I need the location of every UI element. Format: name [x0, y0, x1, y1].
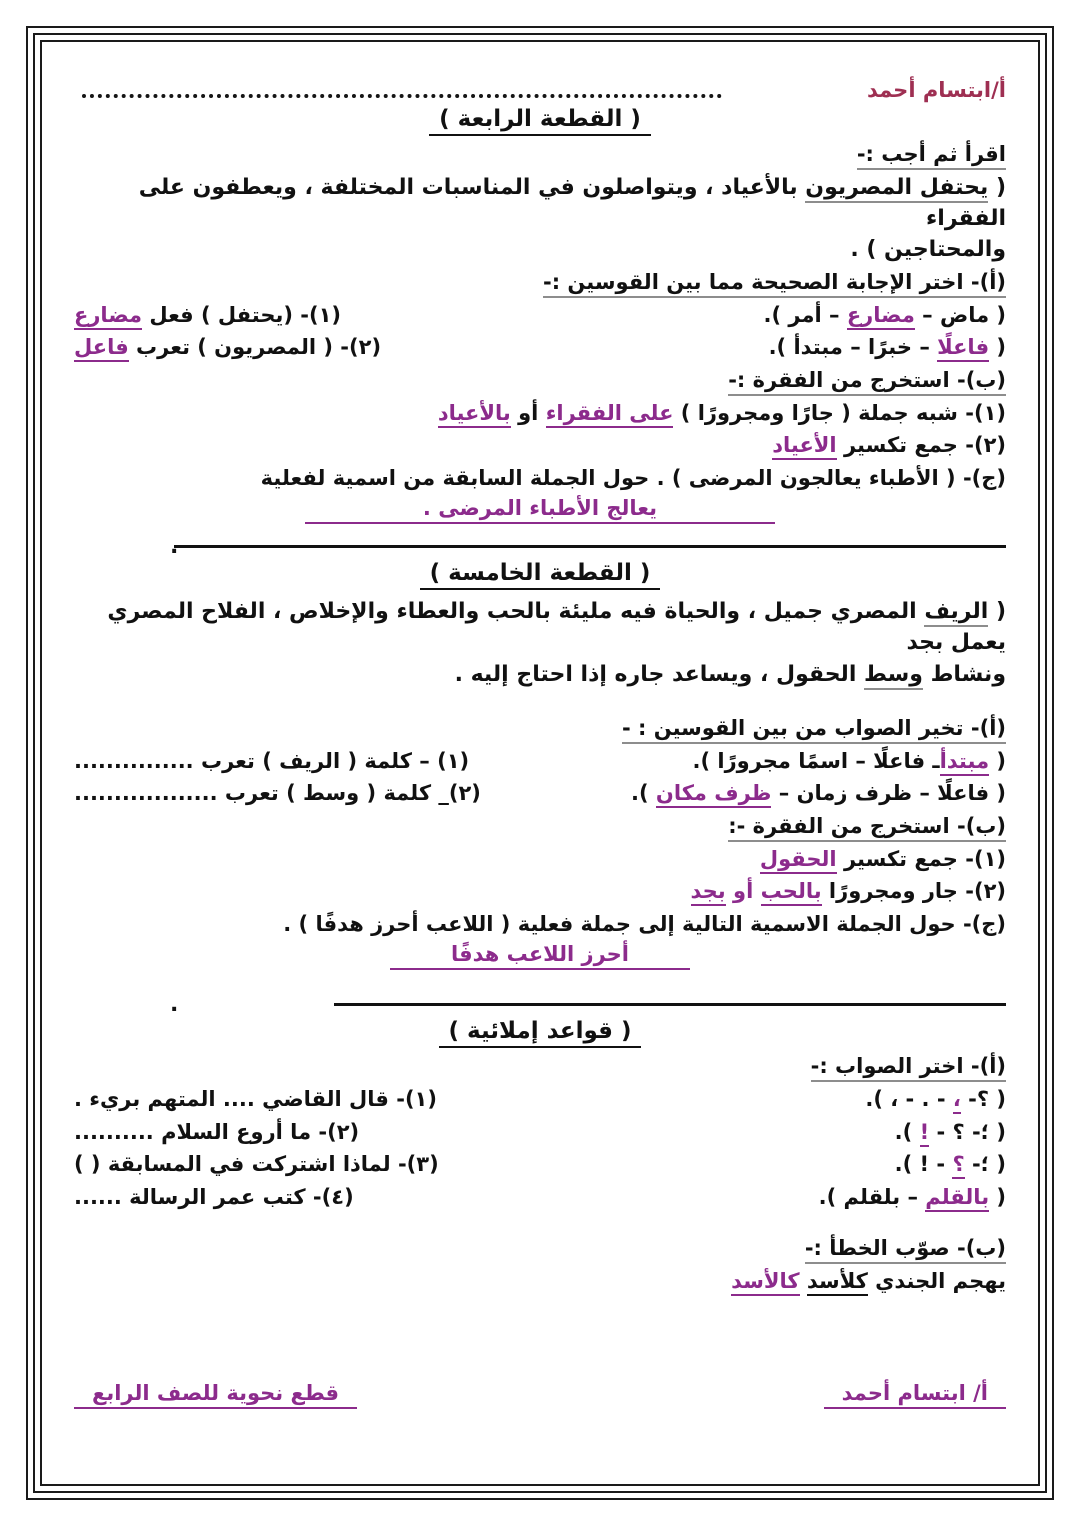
spelling-section-b-head: [74, 1236, 1006, 1264]
divider-after-passage5: [74, 992, 1006, 1018]
passage5-a1-question: (١) – كلمة ( الريف ) تعرب ...............: [74, 748, 470, 773]
passage5-a2-choices-after: ).: [631, 781, 656, 806]
spelling-a-item-3: [74, 1149, 1006, 1181]
worksheet-content: [52, 52, 1028, 1474]
passage5-b2-answer-2: بجد: [691, 879, 726, 906]
divider-dot: .: [170, 534, 179, 560]
spelling-a2-choices: [895, 1117, 1006, 1149]
spelling-a4-choices: [819, 1182, 1006, 1214]
spelling-a3-choices-answer: ؟: [952, 1152, 964, 1179]
spelling-a-item-4: [74, 1182, 1006, 1214]
spelling-a3-choices-before: ( ؛-: [964, 1152, 1006, 1177]
passage5-a-item-2: [74, 778, 1006, 810]
spelling-a2-question: (٢)- ما أروع السلام ..........: [74, 1119, 360, 1144]
passage4-b2-prefix: (٢)- جمع تكسير: [836, 433, 1006, 458]
passage5-a1-choices-answer: مبتدأ: [940, 749, 989, 776]
passage5-text-rest-1: المصري جميل ، والحياة فيه مليئة بالحب والعطاء والإخلاص ، الفلاح المصري يعمل بجد: [107, 599, 1006, 656]
passage5-text-line2: [74, 659, 1006, 690]
passage5-a1-choices: [693, 746, 1007, 778]
passage5-a-item-1: [74, 746, 1006, 778]
spacer-before-section-b: [74, 1214, 1006, 1232]
passage4-section-b-text: (ب)- استخرج من الفقرة :-: [728, 368, 1006, 396]
passage5-title-text: ( القطعة الخامسة ): [420, 560, 661, 590]
passage4-title-text: ( القطعة الرابعة ): [429, 106, 651, 136]
passage5-b2-answer-1: بالحب: [761, 879, 822, 906]
passage5-text-underlined-1: الريف: [924, 599, 988, 627]
spelling-b-sentence: [74, 1266, 1006, 1298]
passage5-section-c: (ج)- حول الجملة الاسمية التالية إلى جملة فعلية ( اللاعب أحرز هدفًا ) .: [283, 911, 1006, 936]
passage4-b1-prefix: (١)- شبه جملة ( جارًا ومجرورًا ): [673, 400, 1006, 425]
passage4-b1-answer-2: بالأعياد: [438, 401, 511, 428]
passage4-a1-q-before: (١)- (يحتفل ) فعل: [142, 302, 342, 327]
passage4-a1-choices-before: ( ماض –: [914, 302, 1006, 327]
passage4-c-answer: يعالج الأطباء المرضى .: [305, 496, 775, 524]
passage4-a2-choices-after: – خبرًا – مبتدأ ).: [768, 335, 938, 360]
spelling-a-item-1: [74, 1084, 1006, 1116]
passage4-a2-q-answer: فاعل: [74, 335, 129, 362]
passage4-a1-choices-answer: مضارع: [847, 303, 915, 330]
passage4-c-answer-row: [74, 496, 1006, 524]
spelling-a2-choices-after: ).: [894, 1119, 920, 1144]
passage5-b-item-2: [74, 876, 1006, 908]
passage4-a1-question: [74, 300, 341, 332]
passage5-section-b-head: [74, 814, 1006, 842]
header-dotted-rule: [82, 94, 722, 98]
passage4-a2-choices: [769, 332, 1006, 364]
passage4-b-item-1: [74, 398, 1006, 430]
passage4-a-item-1: [74, 300, 1006, 332]
spelling-section-b-text: (ب)- صوّب الخطأ :-: [805, 1236, 1006, 1264]
spelling-section-a-text: (أ)- اختر الصواب :-: [811, 1054, 1006, 1082]
passage5-a1-choices-before: (: [989, 748, 1006, 773]
spacer-before-footer-2: [74, 1333, 1006, 1367]
spelling-a1-question: (١)- قال القاضي .... المتهم بريء .: [74, 1087, 437, 1112]
spelling-title: [74, 1018, 1006, 1048]
passage4-b2-answer-1: الأعياد: [772, 433, 836, 460]
teacher-name-header: أ/ابتسام أحمد: [866, 78, 1006, 102]
passage5-a2-question: (٢)_ كلمة ( وسط ) تعرب ..................: [74, 781, 481, 806]
passage4-instruction-text: اقرأ ثم أجب :-: [857, 142, 1006, 170]
footer-subject-label: قطع نحوية للصف الرابع: [74, 1381, 357, 1409]
spelling-section-a-head: [74, 1054, 1006, 1082]
passage5-section-a-text: (أ)- تخير الصواب من بين القوسين : -: [622, 716, 1006, 744]
passage5-b-item-1: [74, 844, 1006, 876]
spelling-a-item-2: [74, 1117, 1006, 1149]
spacer-passage5: [74, 694, 1006, 712]
spelling-a3-question: (٣)- لماذا اشتركت في المسابقة ( ): [74, 1152, 439, 1177]
spelling-a1-choices-answer: ،: [953, 1087, 961, 1114]
passage4-text-open: (: [988, 175, 1006, 200]
passage4-b1-answer-1: على الفقراء: [546, 401, 674, 428]
spelling-a4-choices-answer: بالقلم: [925, 1185, 989, 1212]
passage4-a2-question: [74, 332, 381, 364]
passage4-instruction: [74, 142, 1006, 170]
passage5-text-open: (: [988, 599, 1006, 625]
spelling-b-correct-word: كالأسد: [731, 1269, 800, 1296]
passage5-b2-middle: أو: [725, 879, 761, 904]
passage5-a1-choices-after: ـ فاعلًا – اسمًا مجرورًا ).: [692, 748, 940, 773]
passage5-section-a-head: [74, 716, 1006, 744]
divider-after-passage4: [74, 534, 1006, 560]
passage5-b2-prefix: (٢)- جار ومجرورًا: [821, 879, 1006, 904]
passage5-a2-choices: [631, 778, 1006, 810]
passage5-section-b-text: (ب)- استخرج من الفقرة -:: [728, 814, 1006, 842]
passage4-b-item-2: [74, 430, 1006, 462]
header-row: [74, 70, 1006, 104]
passage4-text: [74, 172, 1006, 266]
passage5-a2-choices-answer: ظرف مكان: [656, 781, 772, 808]
passage4-a1-q-answer: مضارع: [74, 303, 142, 330]
footer-row: [74, 1381, 1006, 1409]
passage4-b1-middle: أو: [510, 400, 546, 425]
spacer-before-footer: [74, 1299, 1006, 1333]
divider-rule-2: [334, 1003, 1006, 1006]
passage5-text: [74, 596, 1006, 690]
footer-teacher-label: أ/ ابتسام أحمد: [824, 1381, 1006, 1409]
passage4-a-item-2: [74, 332, 1006, 364]
passage4-a2-choices-answer: فاعلًا: [937, 335, 989, 362]
spelling-a1-choices-before: ( ؟-: [960, 1087, 1006, 1112]
passage5-c-answer-row: [74, 942, 1006, 970]
passage4-title: [74, 106, 1006, 136]
passage5-text-underlined-2: وسط: [864, 662, 923, 690]
passage4-section-c: (ج)- ( الأطباء يعالجون المرضى ) . حول الجملة السابقة من اسمية لفعلية: [260, 465, 1006, 490]
passage4-text-line2: والمحتاجين ) .: [850, 237, 1006, 263]
passage4-section-a-text: (أ)- اختر الإجابة الصحيحة مما بين القوسين :-: [543, 270, 1006, 298]
passage4-a2-q-before: (٢)- ( المصريون ) تعرب: [128, 335, 382, 360]
spelling-b-prefix: يهجم الجندي: [867, 1269, 1006, 1294]
divider-dot-2: .: [170, 992, 179, 1018]
passage5-b1-prefix: (١)- جمع تكسير: [836, 846, 1006, 871]
passage4-text-underlined: يحتفل المصريون: [805, 175, 988, 203]
spelling-a1-choices-after: - . - ، ).: [865, 1087, 953, 1112]
passage5-c-answer: أحرز اللاعب هدفًا: [390, 942, 690, 970]
spelling-a3-choices: [895, 1149, 1006, 1181]
passage5-title: [74, 560, 1006, 590]
passage5-b1-answer-1: الحقول: [760, 847, 837, 874]
passage4-section-a-head: [74, 270, 1006, 298]
passage4-section-b-head: [74, 368, 1006, 396]
spelling-b-wrong-word: كلأسد: [807, 1269, 868, 1296]
passage5-text-line2-rest: الحقول ، ويساعد جاره إذا احتاج إليه .: [454, 661, 865, 687]
passage4-a2-choices-before: (: [989, 335, 1006, 360]
spelling-title-text: ( قواعد إملائية ): [439, 1018, 642, 1048]
spelling-a4-choices-after: – بلقلم ).: [818, 1184, 926, 1209]
divider-rule: [174, 545, 1006, 548]
passage5-a2-choices-before: ( فاعلًا – ظرف زمان –: [771, 781, 1006, 806]
spelling-a4-choices-before: (: [989, 1184, 1006, 1209]
passage4-a1-choices-after: – أمر ).: [763, 302, 847, 327]
spacer-before-spelling: [74, 974, 1006, 982]
spelling-a1-choices: [865, 1084, 1006, 1116]
spelling-a2-choices-answer: !: [920, 1120, 930, 1147]
spelling-a4-question: (٤)- كتب عمر الرسالة ......: [74, 1184, 354, 1209]
passage5-text-line2-prefix: ونشاط: [922, 661, 1006, 687]
spelling-a3-choices-after: - ! ).: [894, 1152, 953, 1177]
passage4-text-rest: بالأعياد ، ويتواصلون في المناسبات المختلفة ، ويعطفون على الفقراء: [138, 175, 1006, 232]
passage4-a1-choices: [764, 300, 1006, 332]
spelling-a2-choices-before: ( ؛- ؟ -: [929, 1119, 1006, 1144]
